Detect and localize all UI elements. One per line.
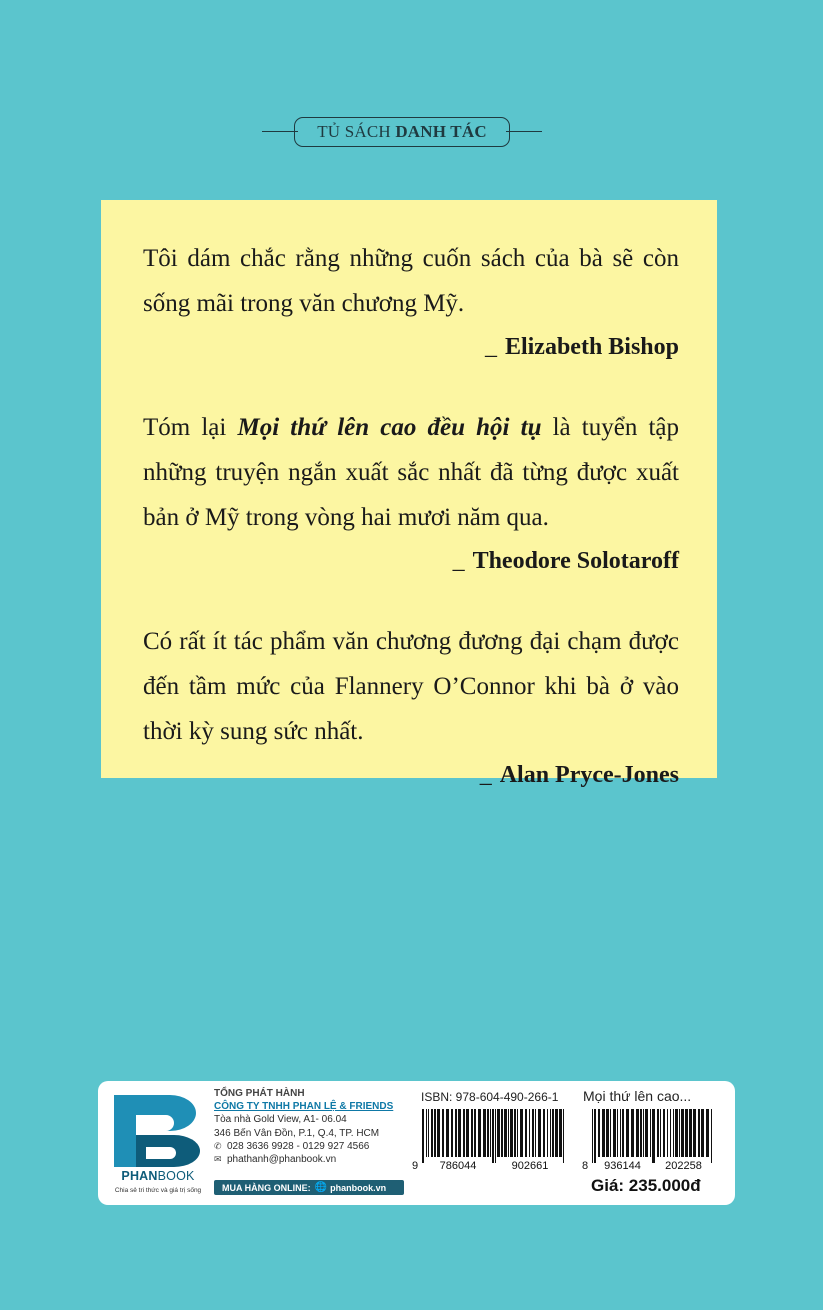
attribution-dash: _: [484, 334, 497, 360]
isbn-text: ISBN: 978-604-490-266-1: [421, 1090, 559, 1104]
barcode-bar: [673, 1109, 674, 1157]
barcode-bar: [711, 1109, 712, 1163]
quote-fragment: Tóm lại: [143, 414, 238, 441]
barcode-bar: [622, 1109, 624, 1157]
distributor-details: [214, 1087, 410, 1166]
barcode-bar: [563, 1109, 564, 1163]
barcode-bar: [535, 1109, 536, 1157]
barcode-bar: [555, 1109, 558, 1157]
barcode-bar: [451, 1109, 453, 1157]
barcode-bar: [458, 1109, 461, 1157]
barcode-bar: [501, 1109, 503, 1157]
barcode-bar: [463, 1109, 465, 1157]
barcode-bar: [643, 1109, 644, 1157]
publisher-info-card: [98, 1081, 735, 1205]
barcode-bar: [426, 1109, 427, 1157]
barcode-bar: [487, 1109, 489, 1157]
attribution-author: Elizabeth Bishop: [504, 334, 679, 360]
envelope-icon: ✉: [214, 1154, 222, 1165]
price-label: Giá: 235.000đ: [591, 1176, 701, 1195]
barcode-bar: [636, 1109, 639, 1157]
barcode-bar: [490, 1109, 491, 1157]
quote-attribution: [143, 326, 679, 368]
barcode-digits: 9: [412, 1160, 419, 1172]
barcode-bar: [681, 1109, 684, 1157]
attribution-author: Alan Pryce-Jones: [499, 762, 679, 788]
barcode-bar: [610, 1109, 611, 1157]
barcode-bar: [663, 1109, 665, 1157]
barcode-bar: [602, 1109, 605, 1157]
barcode-bar: [495, 1109, 496, 1163]
barcode-bar: [631, 1109, 634, 1157]
series-title: TỦ SÁCH DANH TÁC: [317, 122, 487, 141]
barcode-bar: [497, 1109, 500, 1157]
barcode-bar: [645, 1109, 648, 1157]
barcode-bar: [492, 1109, 494, 1163]
barcode-bar: [652, 1109, 655, 1163]
barcode-bar: [598, 1109, 600, 1157]
barcode-bar: [594, 1109, 596, 1163]
barcode-bar: [698, 1109, 700, 1157]
barcode-bar: [679, 1109, 680, 1157]
attribution-dash: _: [479, 762, 492, 788]
barcode-bar: [508, 1109, 509, 1157]
barcode-bar: [455, 1109, 457, 1157]
barcode-bar: [434, 1109, 436, 1157]
barcode-bar: [474, 1109, 476, 1157]
isbn-barcode: [410, 1107, 568, 1173]
decorative-rule: [506, 131, 542, 132]
barcode-bar: [640, 1109, 642, 1157]
quote-text: [143, 619, 679, 754]
barcode-bar: [422, 1109, 424, 1163]
attribution-dash: _: [452, 548, 465, 574]
company-name: CÔNG TY TNHH PHAN LỆ & FRIENDS: [214, 1101, 394, 1113]
barcode-bar: [529, 1109, 530, 1157]
barcode-bar: [706, 1109, 709, 1157]
book-title-italic: Mọi thứ lên cao đều hội tụ: [237, 414, 542, 441]
decorative-rule: [262, 131, 298, 132]
barcode-bar: [543, 1109, 545, 1157]
barcode-bar: [437, 1109, 440, 1157]
globe-icon: 🌐: [314, 1182, 328, 1193]
logo-wordmark: PHANBOOK: [121, 1169, 195, 1183]
barcode-bar: [667, 1109, 668, 1157]
buy-online-bar: [214, 1180, 404, 1195]
phone-text: 028 3636 9928 - 0129 927 4566: [227, 1140, 370, 1152]
barcode-bar: [510, 1109, 513, 1157]
barcode-bar: [446, 1109, 449, 1157]
quote-text: [143, 236, 679, 326]
website-text: phanbook.vn: [330, 1182, 387, 1193]
barcode-bar: [538, 1109, 541, 1157]
quote-fragment: Có rất ít tác phẩm văn chương đương đại chạm được đến tầm mức của Flannery O’Connor khi bà ở vào thời kỳ sung sức nhất.: [143, 628, 679, 745]
quote-text: [143, 405, 679, 540]
barcode-bar: [617, 1109, 618, 1157]
phone-icon: ✆: [214, 1140, 222, 1151]
book-title-short: Mọi thứ lên cao...: [583, 1088, 692, 1104]
barcode-bar: [559, 1109, 562, 1157]
barcode-digits: 902661: [511, 1160, 549, 1172]
barcode-bar: [471, 1109, 473, 1157]
barcode-digits: 786044: [439, 1160, 477, 1172]
barcode-bar: [552, 1109, 554, 1157]
phone-row: [214, 1140, 410, 1153]
barcode-bar: [626, 1109, 629, 1157]
publisher-logo: [108, 1087, 208, 1199]
quotes-panel: [101, 200, 717, 788]
barcode-bar: [606, 1109, 609, 1157]
email-text: phathanh@phanbook.vn: [227, 1154, 337, 1166]
barcode-bar: [517, 1109, 518, 1157]
address-line-1: Tòa nhà Gold View, A1- 06.04: [214, 1114, 347, 1126]
barcode-digits: 936144: [604, 1160, 641, 1172]
barcode-bar: [685, 1109, 688, 1157]
barcode-bar: [514, 1109, 516, 1157]
barcode-bar: [670, 1109, 671, 1157]
phanbook-logo-icon: [112, 1089, 204, 1167]
barcode-digits: 202258: [665, 1160, 702, 1172]
barcode-bar: [520, 1109, 523, 1157]
quote-attribution: [143, 540, 679, 582]
barcode-bar: [675, 1109, 678, 1157]
barcode-bar: [504, 1109, 507, 1157]
barcode-bar: [550, 1109, 551, 1157]
logo-tagline: Chia sẻ tri thức và giá trị sống: [114, 1187, 202, 1194]
barcode-bar: [547, 1109, 548, 1157]
barcode-bar: [620, 1109, 621, 1157]
barcode-bar: [693, 1109, 696, 1157]
quote-attribution: [143, 754, 679, 796]
barcode-bar: [466, 1109, 469, 1157]
barcode-bar: [483, 1109, 486, 1157]
series-label: [262, 115, 542, 149]
barcode-bar: [532, 1109, 534, 1157]
barcode-bar: [657, 1109, 659, 1157]
barcode-bar: [613, 1109, 616, 1157]
barcode-bar: [478, 1109, 481, 1157]
price-barcode: [580, 1107, 716, 1173]
address-line-2: 346 Bến Vân Đồn, P.1, Q.4, TP. HCM: [214, 1127, 380, 1139]
email-row: [214, 1153, 410, 1166]
barcode-bar: [431, 1109, 433, 1157]
barcode-bar: [660, 1109, 661, 1157]
barcode-bar: [525, 1109, 527, 1157]
barcode-bar: [689, 1109, 692, 1157]
distributor-header: TỔNG PHÁT HÀNH: [214, 1088, 305, 1099]
barcode-bar: [428, 1109, 429, 1157]
barcode-digits: 8: [582, 1160, 589, 1172]
barcode-bar: [592, 1109, 593, 1163]
quote-fragment: Tôi dám chắc rằng những cuốn sách của bà sẽ còn sống mãi trong văn chương Mỹ.: [143, 245, 679, 317]
barcode-bar: [650, 1109, 651, 1157]
barcode-bar: [442, 1109, 444, 1157]
barcode-bar: [701, 1109, 704, 1157]
quote-fragment: là tuyển tập những truyện ngắn xuất sắc nhất đã từng được xuất bản ở Mỹ trong vòng hai mươi năm qua.: [143, 414, 679, 531]
buy-online-label: MUA HÀNG ONLINE:: [222, 1182, 311, 1193]
attribution-author: Theodore Solotaroff: [472, 548, 679, 574]
